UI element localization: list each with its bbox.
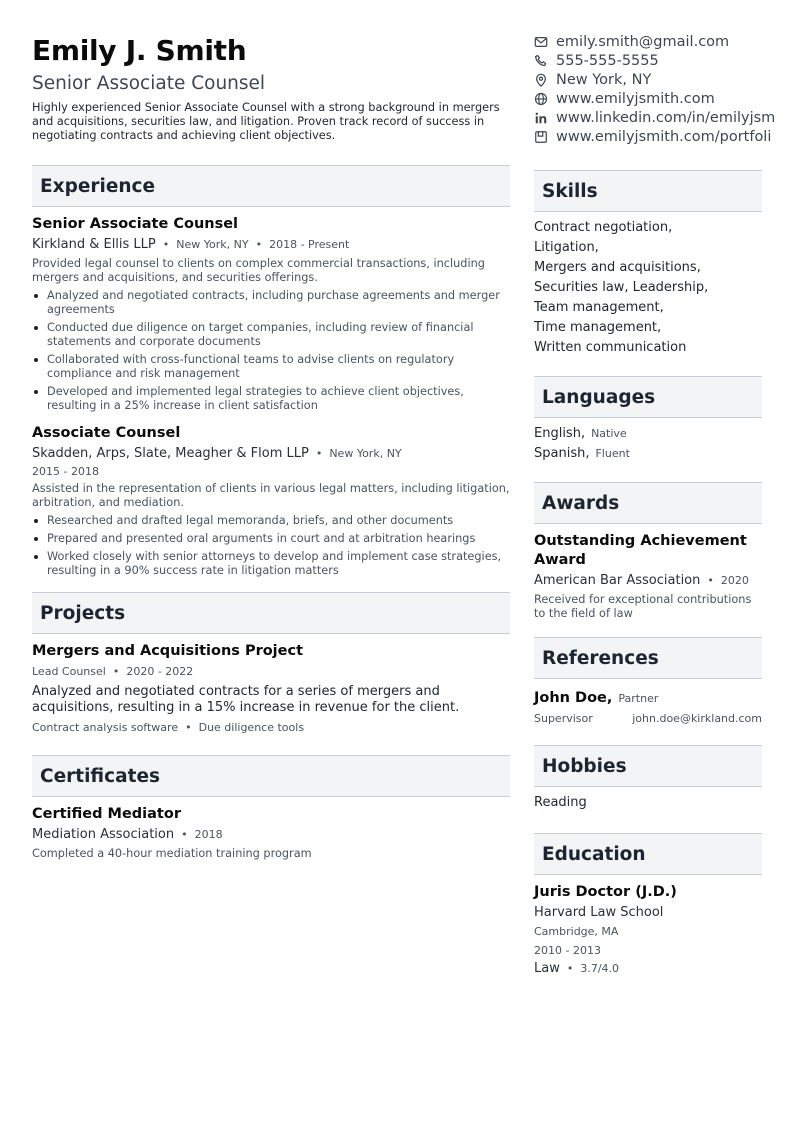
award-year: 2020 xyxy=(720,574,749,587)
project-name: Mergers and Acquisitions Project xyxy=(32,643,304,659)
job-company: Kirkland & Ellis LLP xyxy=(32,237,156,252)
hobbies-list xyxy=(534,793,762,813)
summary: Highly experienced Senior Associate Counsel with a strong background in mergers and acquisitions, securities law, and litigation. Proven track record of success in negotiating contracts and achieving client objectives. xyxy=(32,101,500,142)
education-location: Cambridge, MA xyxy=(534,925,619,938)
award-meta: American Bar Association • 2020 xyxy=(534,573,749,588)
projects-heading: Projects xyxy=(32,592,510,634)
job-meta: Kirkland & Ellis LLP • New York, NY • 2018 - Present xyxy=(32,237,350,252)
certificate-year: 2018 xyxy=(194,828,223,841)
project-description: Analyzed and negotiated contracts for a series of mergers and acquisitions, resulting in a 15% increase in revenue for the client. xyxy=(32,684,460,715)
contact-location xyxy=(534,70,762,89)
job-location: New York, NY xyxy=(176,238,249,251)
linkedin-icon xyxy=(534,111,548,125)
skill-line: Mergers and acquisitions, xyxy=(534,260,701,275)
contact-list xyxy=(534,32,776,146)
job-bullet: Collaborated with cross-functional teams to advise clients on regulatory compliance and risk management xyxy=(32,353,510,381)
language-name: English, xyxy=(534,426,586,441)
award-issuer: American Bar Association xyxy=(534,573,701,588)
project-dates: 2020 - 2022 xyxy=(126,665,194,678)
job-bullet: Prepared and presented oral arguments in court and at arbitration hearings xyxy=(32,532,510,546)
location-pin-icon xyxy=(534,73,548,87)
hobbies-heading: Hobbies xyxy=(534,745,762,787)
language-level: Fluent xyxy=(595,447,630,460)
job-bullet: Conducted due diligence on target companies, including review of financial statements and corporate documents xyxy=(32,321,510,349)
project-tool: Contract analysis software xyxy=(32,721,179,734)
linkedin-value: www.linkedin.com/in/emilyjsm xyxy=(556,109,776,126)
candidate-name: Emily J. Smith xyxy=(32,34,247,67)
certificate-description: Completed a 40-hour mediation training program xyxy=(32,847,312,860)
education-school: Harvard Law School xyxy=(534,905,664,920)
language-level: Native xyxy=(591,427,627,440)
job-bullets xyxy=(32,289,510,413)
languages-heading: Languages xyxy=(534,376,762,418)
reference-email[interactable]: john.doe@kirkland.com xyxy=(632,712,762,725)
reference-name: John Doe, xyxy=(534,690,613,706)
project-role: Lead Counsel xyxy=(32,665,106,678)
phone-icon xyxy=(534,54,548,68)
reference-name-line xyxy=(534,687,762,709)
experience-heading: Experience xyxy=(32,165,510,207)
project-tools: Contract analysis software • Due diligence tools xyxy=(32,721,305,734)
language-item xyxy=(534,444,762,464)
education-gpa: 3.7/4.0 xyxy=(580,962,620,975)
right-column xyxy=(534,32,776,978)
reference-position: Partner xyxy=(618,692,659,705)
certificate-name: Certified Mediator xyxy=(32,806,181,822)
project-meta: Lead Counsel • 2020 - 2022 xyxy=(32,665,194,678)
job-bullet: Analyzed and negotiated contracts, including purchase agreements and merger agreements xyxy=(32,289,510,317)
location-value: New York, NY xyxy=(556,71,652,88)
job-company: Skadden, Arps, Slate, Meagher & Flom LLP xyxy=(32,446,309,461)
website-value: www.emilyjsmith.com xyxy=(556,90,715,107)
job-dates: 2015 - 2018 xyxy=(32,465,99,478)
job-description: Provided legal counsel to clients on complex commercial transactions, including mergers and acquisitions, and securities offerings. xyxy=(32,257,485,284)
contact-email[interactable] xyxy=(534,32,762,51)
skills-list xyxy=(534,218,762,358)
job-meta: Skadden, Arps, Slate, Meagher & Flom LLP • New York, NY xyxy=(32,446,402,461)
job-dates: 2018 - Present xyxy=(269,238,350,251)
left-column xyxy=(32,32,510,861)
experience-entry xyxy=(32,215,510,413)
globe-icon xyxy=(534,92,548,106)
education-field: Law xyxy=(534,961,560,976)
job-role: Associate Counsel xyxy=(32,425,181,441)
education-field-line: Law • 3.7/4.0 xyxy=(534,961,620,976)
certificate-issuer: Mediation Association xyxy=(32,827,175,842)
job-role: Senior Associate Counsel xyxy=(32,216,239,232)
award-entry xyxy=(534,532,762,621)
languages-list xyxy=(534,424,762,464)
certificate-entry xyxy=(32,805,510,861)
job-description: Assisted in the representation of clients in various legal matters, including litigation, arbitration, and mediation. xyxy=(32,482,510,509)
language-item xyxy=(534,424,762,444)
reference-relation: Supervisor xyxy=(534,712,593,725)
education-entry xyxy=(534,883,762,978)
reference-details xyxy=(534,709,762,729)
reference-entry xyxy=(534,687,762,729)
project-tool: Due diligence tools xyxy=(198,721,305,734)
skill-line: Contract negotiation, xyxy=(534,220,673,235)
experience-entry xyxy=(32,424,510,578)
job-bullet: Researched and drafted legal memoranda, briefs, and other documents xyxy=(32,514,510,528)
contact-phone[interactable] xyxy=(534,51,762,70)
phone-value: 555-555-5555 xyxy=(556,52,659,69)
portfolio-value: www.emilyjsmith.com/portfoli xyxy=(556,128,772,145)
skill-line: Securities law, Leadership, xyxy=(534,280,709,295)
skill-line: Litigation, xyxy=(534,240,599,255)
hobby-item: Reading xyxy=(534,795,587,810)
project-entry xyxy=(32,642,510,737)
skills-heading: Skills xyxy=(534,170,762,212)
job-location: New York, NY xyxy=(329,447,402,460)
references-heading: References xyxy=(534,637,762,679)
education-dates: 2010 - 2013 xyxy=(534,944,601,957)
certificates-heading: Certificates xyxy=(32,755,510,797)
job-bullet: Developed and implemented legal strategies to achieve client objectives, resulting in a 25% increase in client satisfaction xyxy=(32,385,510,413)
skill-line: Team management, xyxy=(534,300,664,315)
contact-linkedin[interactable] xyxy=(534,108,776,127)
job-bullets xyxy=(32,514,510,578)
education-heading: Education xyxy=(534,833,762,875)
awards-heading: Awards xyxy=(534,482,762,524)
certificate-meta: Mediation Association • 2018 xyxy=(32,827,223,842)
mail-icon xyxy=(534,35,548,49)
email-value: emily.smith@gmail.com xyxy=(556,33,730,50)
candidate-title: Senior Associate Counsel xyxy=(32,73,266,94)
award-name: Outstanding Achievement Award xyxy=(534,533,747,568)
portfolio-icon xyxy=(534,130,548,144)
skill-line: Written communication xyxy=(534,340,687,355)
education-degree: Juris Doctor (J.D.) xyxy=(534,884,677,900)
job-bullet: Worked closely with senior attorneys to develop and implement case strategies, resulting in a 90% success rate in litigation matters xyxy=(32,550,510,578)
language-name: Spanish, xyxy=(534,446,590,461)
contact-website[interactable] xyxy=(534,89,762,108)
award-description: Received for exceptional contributions to the field of law xyxy=(534,593,752,620)
contact-portfolio[interactable] xyxy=(534,127,772,146)
skill-line: Time management, xyxy=(534,320,662,335)
